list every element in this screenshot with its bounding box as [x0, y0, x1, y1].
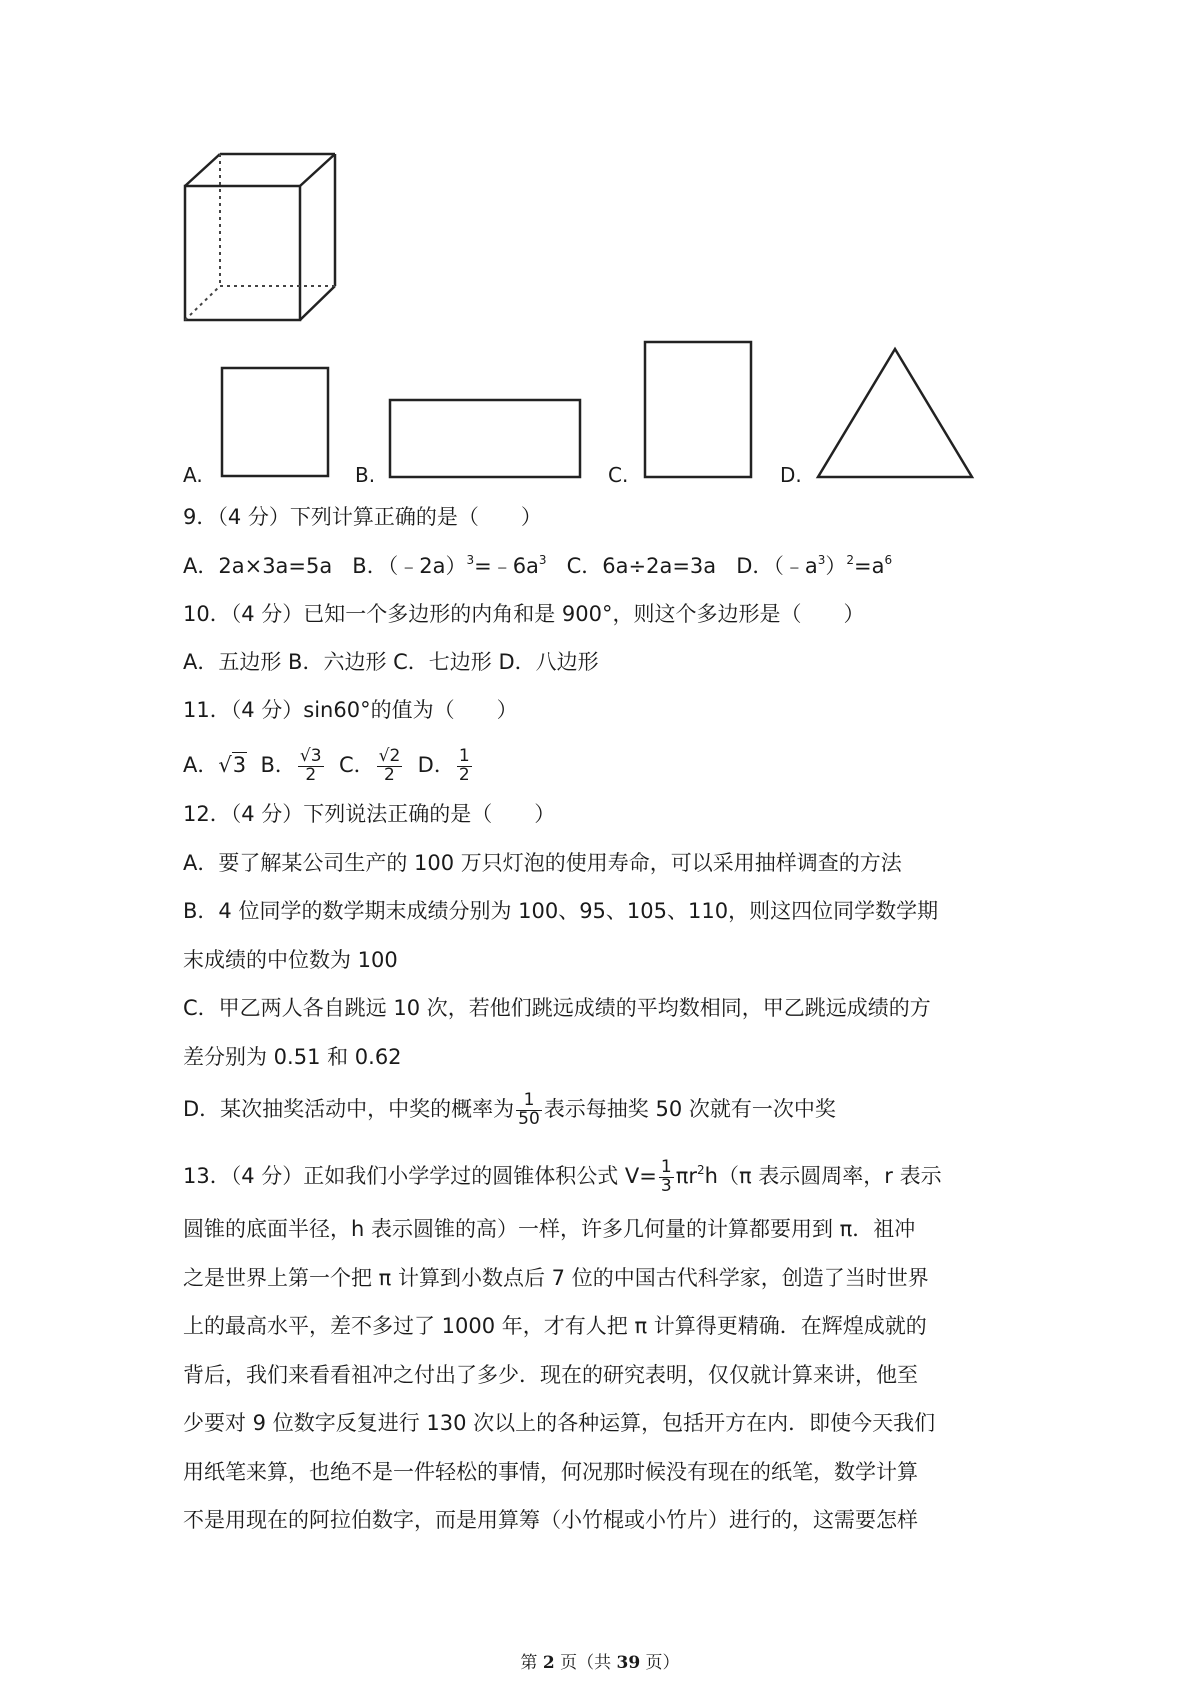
page-footer: 第 2 页（共 39 页） [520, 1653, 680, 1673]
q9-stem: 9．（4 分）下列计算正确的是（ ） [183, 505, 542, 529]
q12-option-c-line1: C．甲乙两人各自跳远 10 次，若他们跳远成绩的平均数相同，甲乙跳远成绩的方 [183, 996, 931, 1020]
q13-line: 用纸笔来算，也绝不是一件轻松的事情，何况那时候没有现在的纸笔，数学计算 [183, 1460, 918, 1484]
page-total: 39 [616, 1653, 641, 1673]
q13-line: 之是世界上第一个把 π 计算到小数点后 7 位的中国古代科学家，创造了当时世界 [183, 1266, 929, 1290]
q10-stem: 10．（4 分）已知一个多边形的内角和是 900°，则这个多边形是（ ） [183, 602, 865, 626]
q9-options: A．2a×3a=5a B．$(﹣2a)^3=﹣6a^3$ C．6a÷2a=3a D．$(﹣a^3)^2=a^6$ [183, 553, 893, 578]
q13-line: 上的最高水平，差不多过了 1000 年，才有人把 π 计算得更精确．在辉煌成就的 [183, 1314, 927, 1338]
sqrt-3: √3 [218, 753, 247, 777]
option-b-rectangle [388, 398, 584, 480]
fraction-1-over-2: $\frac{1}{2}$ [458, 745, 470, 785]
option-b-label: B. [355, 463, 376, 487]
option-a-square [220, 366, 332, 480]
q12-option-a: A．要了解某公司生产的 100 万只灯泡的使用寿命，可以采用抽样调查的方法 [183, 851, 902, 875]
fraction-1-over-3: $\frac{1}{3}$ [660, 1156, 672, 1196]
page-number: 2 [542, 1653, 555, 1673]
q13-first-line: 13．（4 分）正如我们小学学过的圆锥体积公式 V= $\frac{1}{3}$ $\pi r^2h(\pi$ 表示圆周率，r 表示 [183, 1156, 942, 1196]
cube-figure [180, 150, 340, 325]
q11-stem: 11．（4 分）sin60°的值为（ ） [183, 698, 518, 722]
q13-line: 少要对 9 位数字反复进行 130 次以上的各种运算，包括开方在内．即使今天我们 [183, 1411, 936, 1435]
fraction-1-over-50: $\frac{1}{50}$ [518, 1089, 540, 1129]
q12-option-b-line1: B．4 位同学的数学期末成绩分别为 100、95、105、110，则这四位同学数学期 [183, 899, 939, 923]
fraction-sqrt2-over-2: $\frac{√2}{2}$ [378, 745, 401, 785]
q12-option-c-line2: 差分别为 0.51 和 0.62 [183, 1045, 402, 1069]
option-c-label: C. [608, 463, 629, 487]
option-c-rectangle [643, 340, 755, 480]
option-a-label: A. [183, 463, 203, 487]
option-d-label: D. [780, 463, 802, 487]
q12-option-b-line2: 末成绩的中位数为 100 [183, 948, 398, 972]
q12-option-d: D．某次抽奖活动中，中奖的概率为 $\frac{1}{50}$ 表示每抽奖 50 次就有一次中奖 [183, 1089, 836, 1129]
option-d-triangle [815, 346, 975, 480]
q13-line: 不是用现在的阿拉伯数字，而是用算筹（小竹棍或小竹片）进行的，这需要怎样 [183, 1508, 918, 1532]
q13-line: 圆锥的底面半径，h 表示圆锥的高）一样，许多几何量的计算都要用到 π．祖冲 [183, 1217, 916, 1241]
q11-options: A．√3 B． $\frac{√3}{2}$ C． $\frac{√2}{2}$ D． $\frac{1}{2}$ [183, 738, 474, 792]
q12-stem: 12．（4 分）下列说法正确的是（ ） [183, 802, 556, 826]
q13-line: 背后，我们来看看祖冲之付出了多少．现在的研究表明，仅仅就计算来讲，他至 [183, 1363, 918, 1387]
fraction-sqrt3-over-2: $\frac{√3}{2}$ [299, 745, 322, 785]
q10-options: A．五边形 B．六边形 C．七边形 D．八边形 [183, 650, 599, 674]
